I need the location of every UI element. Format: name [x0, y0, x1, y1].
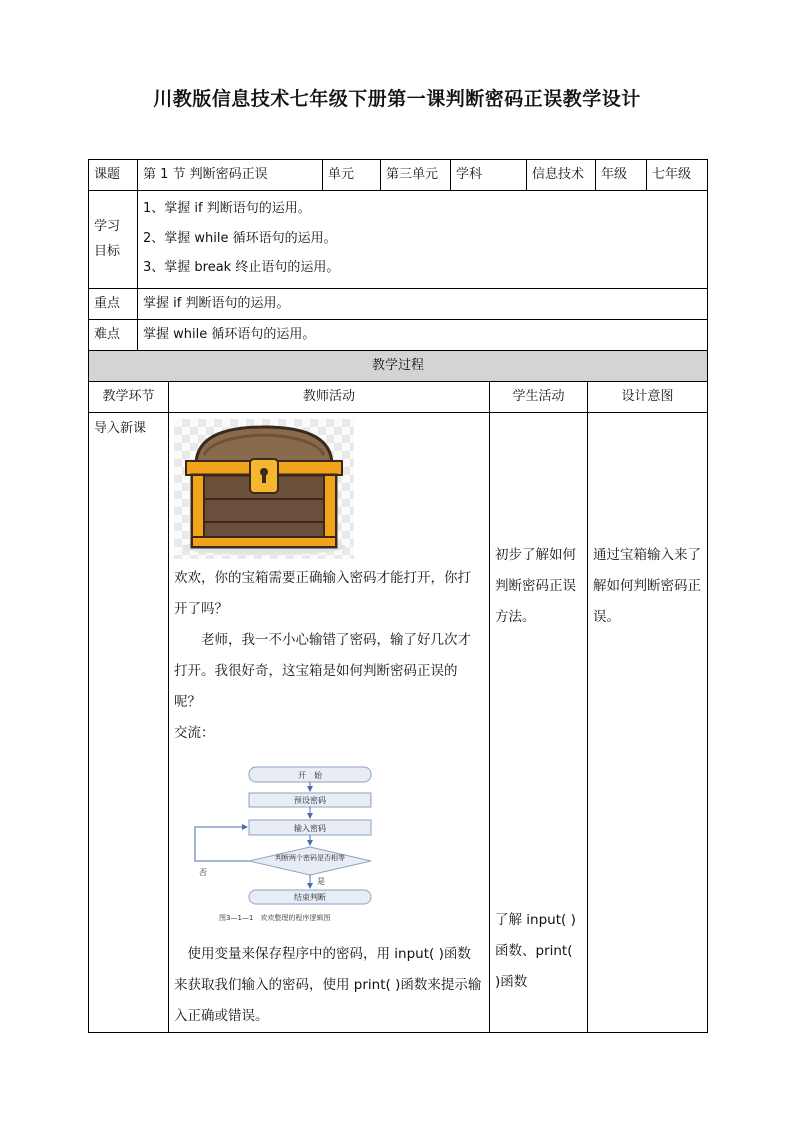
teacher-para-4: 使用变量来保存程序中的密码，用 input( )函数来获取我们输入的密码，使用 print( )函数来提示输入正确或错误。 [174, 946, 482, 1024]
goals-label: 学习目标 [89, 191, 138, 289]
goal-item: 3、掌握 break 终止语句的运用。 [143, 260, 340, 275]
flow-input-label: 输入密码 [294, 824, 326, 833]
topic-label: 课题 [89, 160, 138, 191]
flow-caption: 图3—1—1 欢欢整理的程序逻辑图 [219, 914, 331, 922]
document-title: 川教版信息技术七年级下册第一课判断密码正误教学设计 [153, 88, 641, 110]
treasure-chest-icon [174, 419, 354, 559]
student-activity-1: 初步了解如何判断密码正误方法。 [495, 547, 576, 625]
header-student: 学生活动 [490, 382, 588, 413]
treasure-chest-image [174, 419, 354, 559]
unit-label: 单元 [323, 160, 381, 191]
unit-value: 第三单元 [381, 160, 451, 191]
header-intent: 设计意图 [588, 382, 708, 413]
design-intent-1: 通过宝箱输入来了解如何判断密码正误。 [593, 547, 701, 625]
stage-name: 导入新课 [89, 413, 169, 1033]
goal-item: 1、掌握 if 判断语句的运用。 [143, 201, 311, 216]
teaching-process-table [88, 350, 708, 1033]
key-point-value: 掌握 if 判断语句的运用。 [138, 289, 708, 320]
flow-decision-label: 判断两个密码是否相等 [275, 854, 345, 862]
teacher-activity [169, 413, 490, 1033]
student-activity [490, 413, 588, 1033]
difficult-point-value: 掌握 while 循环语句的运用。 [138, 320, 708, 351]
teacher-para-3: 交流： [174, 725, 215, 741]
flow-preset-label: 预设密码 [294, 796, 326, 805]
grade-label: 年级 [596, 160, 647, 191]
flowchart [189, 763, 379, 925]
teacher-para-1: 欢欢，你的宝箱需要正确输入密码才能打开，你打开了吗？ [174, 570, 471, 617]
key-point-label: 重点 [89, 289, 138, 320]
topic-value: 第 1 节 判断密码正误 [138, 160, 323, 191]
subject-value: 信息技术 [527, 160, 596, 191]
header-stage: 教学环节 [89, 382, 169, 413]
goal-item: 2、掌握 while 循环语句的运用。 [143, 230, 337, 246]
header-teacher: 教师活动 [169, 382, 490, 413]
difficult-point-label: 难点 [89, 320, 138, 351]
subject-label: 学科 [451, 160, 527, 191]
flow-yes-label: 是 [317, 877, 325, 886]
goals-list [138, 191, 708, 289]
student-activity-2: 了解 input( )函数、print( )函数 [495, 912, 576, 990]
lesson-info-table [88, 159, 708, 351]
process-banner: 教学过程 [89, 351, 708, 382]
teacher-para-2: 老师，我一不小心输错了密码，输了好几次才打开。我很好奇，这宝箱是如何判断密码正误的呢？ [174, 632, 471, 710]
flow-end-label: 结束判断 [294, 893, 326, 902]
flow-start-label: 开 始 [298, 771, 322, 780]
grade-value: 七年级 [647, 160, 708, 191]
design-intent [588, 413, 708, 1033]
flow-no-label: 否 [199, 868, 207, 877]
